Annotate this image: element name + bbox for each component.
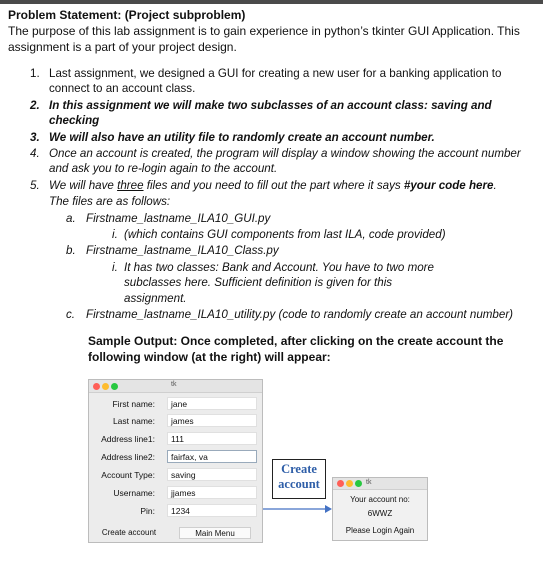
account-number-label: Your account no: — [350, 495, 410, 504]
list-item: c. Firstname_lastname_ILA10_utility.py (code to randomly create an account number) — [66, 308, 514, 322]
account-type-row: Account Type: saving — [89, 468, 262, 482]
zoom-icon[interactable] — [111, 383, 118, 390]
close-icon[interactable] — [337, 480, 344, 487]
account-number-window — [332, 477, 428, 541]
create-account-window — [88, 379, 263, 543]
create-account-button[interactable]: Create account — [101, 528, 157, 537]
pin-row: Pin: 1234 — [89, 504, 262, 518]
pin-field[interactable]: 1234 — [167, 504, 257, 517]
address-line1-field[interactable]: 111 — [167, 432, 257, 445]
window-titlebar — [333, 478, 427, 490]
list-item: 5. We will have three files and you need to fill out the part where it says #your code here. — [30, 178, 497, 192]
zoom-icon[interactable] — [355, 480, 362, 487]
sample-output-heading: Sample Output: Once completed, after clicking on the create account the following window (at the right) will appear: — [88, 334, 504, 364]
instruction-list — [0, 66, 530, 324]
list-item: 2. In this assignment we will make two subclasses of an account class: saving and checking — [30, 98, 492, 128]
address-line2-field[interactable]: fairfax, va — [167, 450, 257, 463]
list-item: a. Firstname_lastname_ILA10_GUI.py — [66, 211, 271, 225]
window-title: tk — [171, 381, 177, 388]
account-number-value: 6WWZ — [367, 509, 393, 518]
top-rule — [0, 0, 543, 4]
list-item: b. Firstname_lastname_ILA10_Class.py — [66, 244, 279, 258]
last-name-field[interactable]: james — [167, 414, 257, 427]
first-name-row: First name: jane — [89, 397, 262, 411]
address-line1-row: Address line1: 111 — [89, 432, 262, 446]
minimize-icon[interactable] — [102, 383, 109, 390]
address-line2-row: Address line2: fairfax, va — [89, 450, 262, 464]
first-name-field[interactable]: jane — [167, 397, 257, 410]
list-item: 1. Last assignment, we designed a GUI for creating a new user for a banking application to connect to an account class. — [30, 67, 502, 96]
page-title: Problem Statement: (Project subproblem) — [8, 8, 246, 22]
main-menu-button[interactable]: Main Menu — [179, 527, 251, 539]
intro-paragraph: The purpose of this lab assignment is to gain experience in python’s tkinter GUI Application. This assignment is a part of your project design. — [8, 24, 520, 54]
close-icon[interactable] — [93, 383, 100, 390]
list-item: 4. Once an account is created, the program will display a window showing the account number and ask you to re-login again to the account. — [30, 147, 521, 176]
minimize-icon[interactable] — [346, 480, 353, 487]
window-titlebar — [89, 380, 262, 393]
last-name-row: Last name: james — [89, 414, 262, 428]
list-item: 3. We will also have an utility file to randomly create an account number. — [30, 130, 435, 144]
username-field[interactable]: jjames — [167, 486, 257, 499]
list-item: The files are as follows: — [49, 195, 171, 209]
login-prompt: Please Login Again — [345, 526, 415, 535]
account-type-field[interactable]: saving — [167, 468, 257, 481]
list-item: i. (which contains GUI components from last ILA, code provided) — [112, 228, 446, 242]
window-title: tk — [366, 479, 372, 486]
username-row: Username: jjames — [89, 486, 262, 500]
list-item: i. It has two classes: Bank and Account. You have to two more subclasses here. Sufficient definition is given for this assignment. — [112, 260, 434, 305]
create-account-annotation: Create account — [272, 459, 326, 499]
